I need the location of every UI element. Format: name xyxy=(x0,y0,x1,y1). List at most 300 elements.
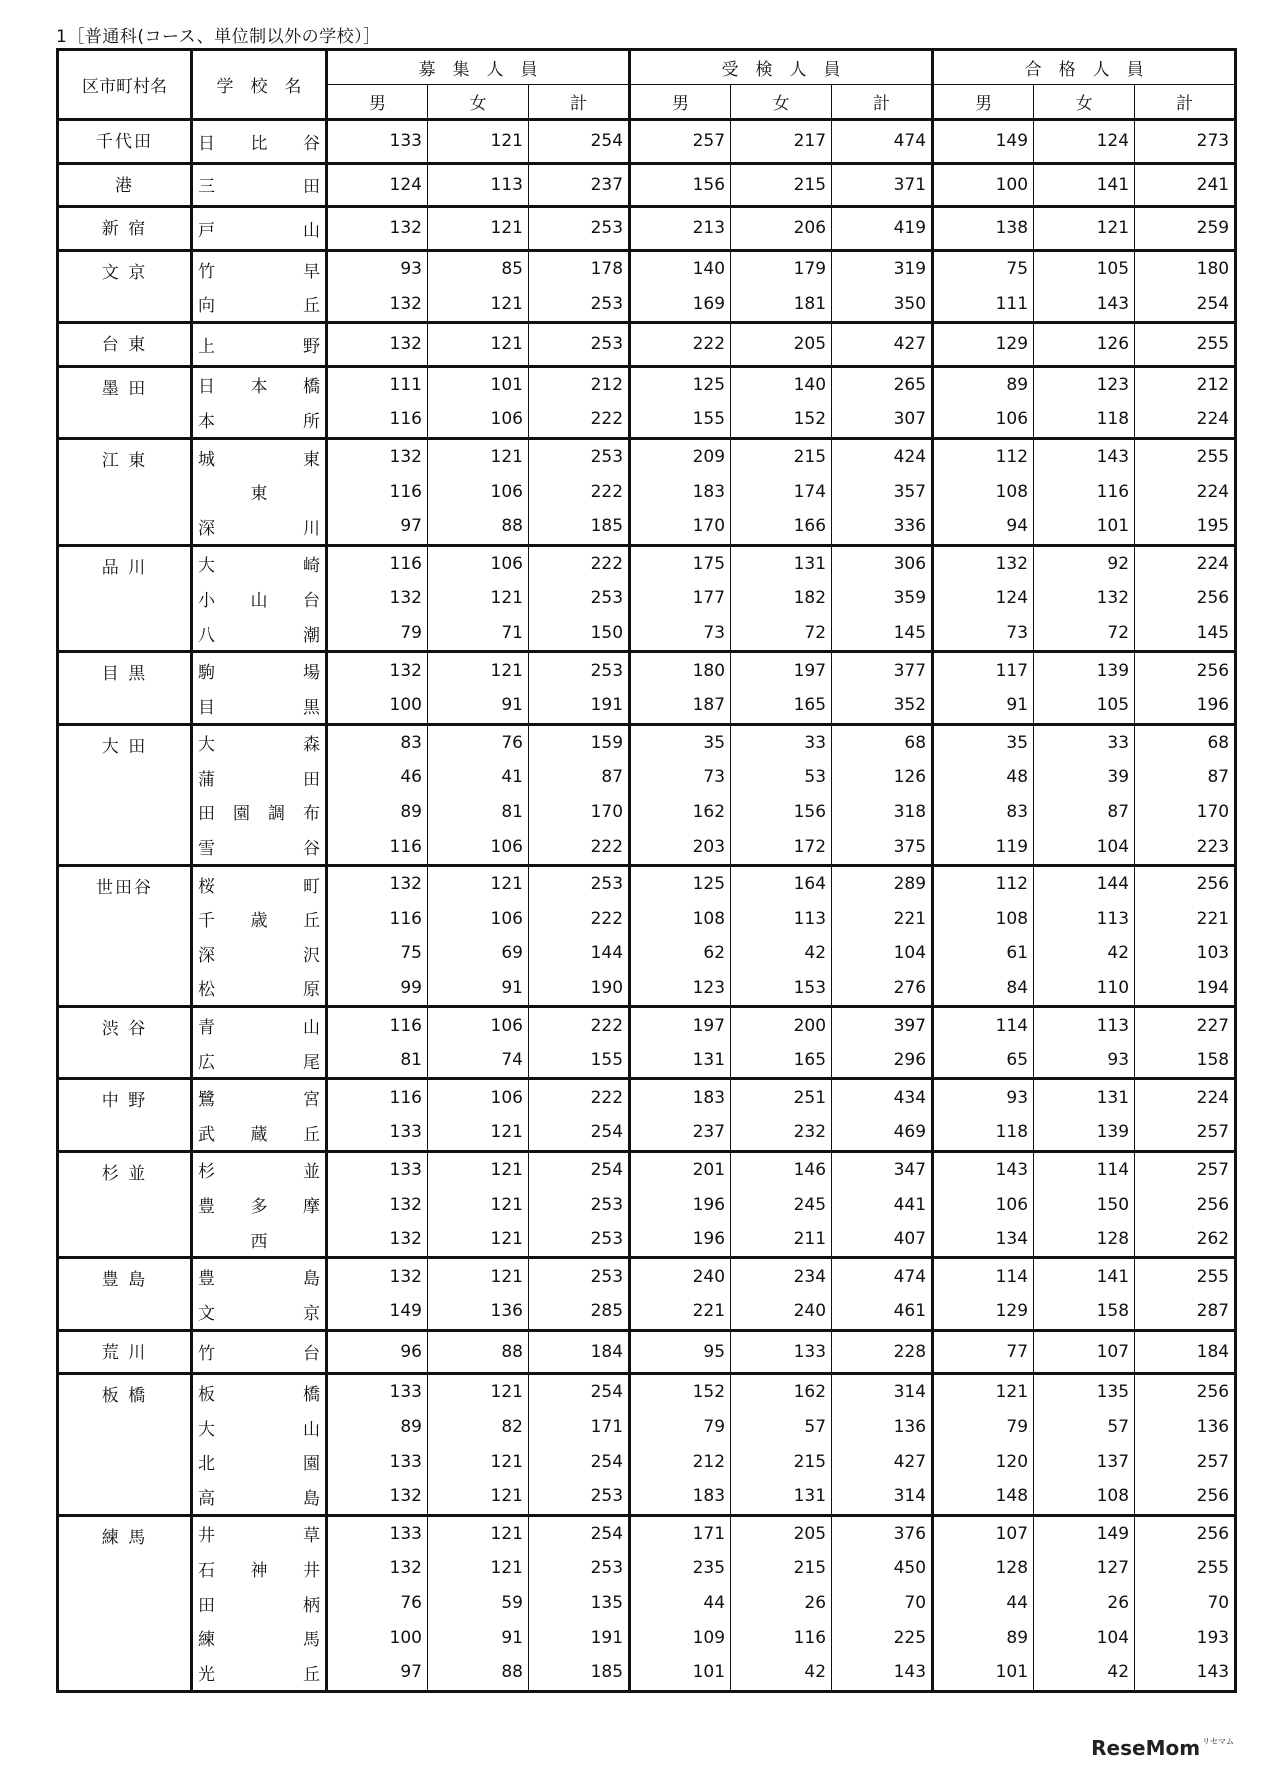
table-row xyxy=(58,1444,1236,1479)
exam-total-cell: 136 xyxy=(832,1410,933,1445)
recruit-total-cell: 170 xyxy=(529,795,630,830)
exam-total-cell: 375 xyxy=(832,829,933,865)
school-name: 本所 xyxy=(192,402,327,438)
recruit-total-cell: 222 xyxy=(529,901,630,936)
exam-male-cell: 212 xyxy=(630,1444,731,1479)
pass-male-cell: 75 xyxy=(933,250,1034,286)
ward-name: 文 京 xyxy=(58,250,192,322)
recruit-male-cell: 116 xyxy=(327,545,428,581)
exam-male-cell: 156 xyxy=(630,163,731,207)
exam-male-cell: 257 xyxy=(630,120,731,164)
ward-name: 渋 谷 xyxy=(58,1007,192,1079)
pass-female-cell: 150 xyxy=(1034,1187,1135,1222)
exam-female-cell: 131 xyxy=(731,545,832,581)
ward-name: 中 野 xyxy=(58,1079,192,1151)
exam-male-cell: 201 xyxy=(630,1151,731,1187)
exam-male-cell: 213 xyxy=(630,207,731,251)
exam-female-cell: 57 xyxy=(731,1410,832,1445)
pass-female-cell: 105 xyxy=(1034,688,1135,724)
table-row xyxy=(58,688,1236,724)
watermark-small: リセマム xyxy=(1202,1737,1234,1746)
exam-total-cell: 347 xyxy=(832,1151,933,1187)
recruit-female-cell: 71 xyxy=(428,616,529,652)
school-name: 三田 xyxy=(192,163,327,207)
ward-name: 豊 島 xyxy=(58,1258,192,1330)
recruit-male-cell: 100 xyxy=(327,1620,428,1655)
recruit-total-cell: 253 xyxy=(529,322,630,366)
header-examinees: 受 検 人 員 xyxy=(630,50,933,85)
pass-total-cell: 221 xyxy=(1135,901,1236,936)
pass-male-cell: 91 xyxy=(933,688,1034,724)
exam-total-cell: 289 xyxy=(832,865,933,901)
pass-female-cell: 127 xyxy=(1034,1551,1135,1586)
exam-total-cell: 419 xyxy=(832,207,933,251)
exam-female-cell: 251 xyxy=(731,1079,832,1115)
recruit-total-cell: 254 xyxy=(529,1115,630,1151)
school-name: 板橋 xyxy=(192,1374,327,1410)
school-name: 竹早 xyxy=(192,250,327,286)
recruit-total-cell: 253 xyxy=(529,1479,630,1515)
recruit-male-cell: 89 xyxy=(327,1410,428,1445)
exam-total-cell: 474 xyxy=(832,120,933,164)
table-row xyxy=(58,652,1236,688)
exam-male-cell: 125 xyxy=(630,366,731,402)
exam-female-cell: 182 xyxy=(731,581,832,616)
table-row xyxy=(58,1515,1236,1551)
exam-male-cell: 79 xyxy=(630,1410,731,1445)
watermark-brand: ReseMom xyxy=(1091,1736,1201,1760)
pass-female-cell: 57 xyxy=(1034,1410,1135,1445)
recruit-female-cell: 113 xyxy=(428,163,529,207)
pass-total-cell: 227 xyxy=(1135,1007,1236,1043)
recruit-female-cell: 106 xyxy=(428,402,529,438)
school-name: 高島 xyxy=(192,1479,327,1515)
pass-total-cell: 255 xyxy=(1135,322,1236,366)
exam-male-cell: 183 xyxy=(630,474,731,509)
resemom-logo xyxy=(1091,1736,1234,1760)
pass-female-cell: 135 xyxy=(1034,1374,1135,1410)
ward-name: 大 田 xyxy=(58,724,192,865)
ward-name: 板 橋 xyxy=(58,1374,192,1515)
exam-female-cell: 140 xyxy=(731,366,832,402)
table-row xyxy=(58,207,1236,251)
pass-female-cell: 143 xyxy=(1034,438,1135,474)
recruit-male-cell: 116 xyxy=(327,474,428,509)
exam-total-cell: 143 xyxy=(832,1655,933,1691)
pass-male-cell: 77 xyxy=(933,1330,1034,1374)
recruit-female-cell: 121 xyxy=(428,207,529,251)
recruit-male-cell: 133 xyxy=(327,1515,428,1551)
exam-total-cell: 265 xyxy=(832,366,933,402)
header-school: 学 校 名 xyxy=(192,50,327,120)
recruit-female-cell: 106 xyxy=(428,829,529,865)
school-name: 戸山 xyxy=(192,207,327,251)
header-exam-female: 女 xyxy=(731,85,832,120)
recruit-female-cell: 121 xyxy=(428,1258,529,1294)
recruit-male-cell: 75 xyxy=(327,936,428,971)
pass-total-cell: 287 xyxy=(1135,1294,1236,1330)
exam-total-cell: 424 xyxy=(832,438,933,474)
exam-male-cell: 196 xyxy=(630,1187,731,1222)
table-row xyxy=(58,1294,1236,1330)
recruit-total-cell: 171 xyxy=(529,1410,630,1445)
recruit-female-cell: 85 xyxy=(428,250,529,286)
exam-total-cell: 469 xyxy=(832,1115,933,1151)
pass-female-cell: 141 xyxy=(1034,1258,1135,1294)
table-row xyxy=(58,545,1236,581)
school-name: 深川 xyxy=(192,509,327,545)
pass-total-cell: 170 xyxy=(1135,795,1236,830)
table-row xyxy=(58,1222,1236,1258)
exam-male-cell: 123 xyxy=(630,971,731,1007)
recruit-total-cell: 253 xyxy=(529,1222,630,1258)
pass-male-cell: 128 xyxy=(933,1551,1034,1586)
table-body xyxy=(58,120,1236,1692)
recruit-female-cell: 121 xyxy=(428,865,529,901)
recruit-total-cell: 222 xyxy=(529,545,630,581)
recruit-total-cell: 254 xyxy=(529,1444,630,1479)
recruit-total-cell: 191 xyxy=(529,688,630,724)
table-row xyxy=(58,616,1236,652)
recruit-total-cell: 222 xyxy=(529,1007,630,1043)
exam-female-cell: 245 xyxy=(731,1187,832,1222)
recruit-male-cell: 116 xyxy=(327,1079,428,1115)
school-name: 田園調布 xyxy=(192,795,327,830)
exam-total-cell: 314 xyxy=(832,1479,933,1515)
recruit-female-cell: 121 xyxy=(428,652,529,688)
exam-total-cell: 407 xyxy=(832,1222,933,1258)
recruit-total-cell: 178 xyxy=(529,250,630,286)
pass-total-cell: 256 xyxy=(1135,1479,1236,1515)
table-row xyxy=(58,1586,1236,1621)
pass-female-cell: 72 xyxy=(1034,616,1135,652)
exam-total-cell: 319 xyxy=(832,250,933,286)
pass-male-cell: 106 xyxy=(933,1187,1034,1222)
pass-total-cell: 194 xyxy=(1135,971,1236,1007)
recruit-male-cell: 132 xyxy=(327,322,428,366)
pass-female-cell: 42 xyxy=(1034,936,1135,971)
recruit-female-cell: 106 xyxy=(428,474,529,509)
exam-total-cell: 307 xyxy=(832,402,933,438)
exam-total-cell: 434 xyxy=(832,1079,933,1115)
recruit-male-cell: 97 xyxy=(327,1655,428,1691)
exam-male-cell: 237 xyxy=(630,1115,731,1151)
recruit-male-cell: 96 xyxy=(327,1330,428,1374)
recruit-male-cell: 79 xyxy=(327,616,428,652)
pass-female-cell: 26 xyxy=(1034,1586,1135,1621)
pass-female-cell: 101 xyxy=(1034,509,1135,545)
ward-name: 港 xyxy=(58,163,192,207)
admissions-table xyxy=(56,48,1237,1693)
pass-female-cell: 123 xyxy=(1034,366,1135,402)
recruit-female-cell: 88 xyxy=(428,1330,529,1374)
table-row xyxy=(58,1374,1236,1410)
pass-total-cell: 158 xyxy=(1135,1043,1236,1079)
exam-male-cell: 109 xyxy=(630,1620,731,1655)
recruit-male-cell: 149 xyxy=(327,1294,428,1330)
recruit-female-cell: 88 xyxy=(428,509,529,545)
exam-male-cell: 140 xyxy=(630,250,731,286)
pass-female-cell: 124 xyxy=(1034,120,1135,164)
pass-male-cell: 111 xyxy=(933,286,1034,322)
pass-female-cell: 132 xyxy=(1034,581,1135,616)
recruit-male-cell: 116 xyxy=(327,402,428,438)
recruit-total-cell: 253 xyxy=(529,438,630,474)
exam-female-cell: 33 xyxy=(731,724,832,760)
recruit-male-cell: 133 xyxy=(327,1151,428,1187)
recruit-total-cell: 222 xyxy=(529,474,630,509)
pass-total-cell: 87 xyxy=(1135,760,1236,795)
recruit-total-cell: 184 xyxy=(529,1330,630,1374)
pass-male-cell: 143 xyxy=(933,1151,1034,1187)
exam-female-cell: 42 xyxy=(731,1655,832,1691)
pass-male-cell: 65 xyxy=(933,1043,1034,1079)
pass-total-cell: 254 xyxy=(1135,286,1236,322)
pass-female-cell: 105 xyxy=(1034,250,1135,286)
exam-female-cell: 166 xyxy=(731,509,832,545)
exam-female-cell: 165 xyxy=(731,688,832,724)
pass-total-cell: 256 xyxy=(1135,581,1236,616)
exam-total-cell: 461 xyxy=(832,1294,933,1330)
pass-male-cell: 114 xyxy=(933,1258,1034,1294)
pass-male-cell: 148 xyxy=(933,1479,1034,1515)
pass-female-cell: 113 xyxy=(1034,1007,1135,1043)
recruit-female-cell: 121 xyxy=(428,322,529,366)
exam-total-cell: 450 xyxy=(832,1551,933,1586)
pass-female-cell: 128 xyxy=(1034,1222,1135,1258)
school-name: 青山 xyxy=(192,1007,327,1043)
recruit-total-cell: 222 xyxy=(529,1079,630,1115)
school-name: 大森 xyxy=(192,724,327,760)
school-name: 蒲田 xyxy=(192,760,327,795)
exam-female-cell: 42 xyxy=(731,936,832,971)
recruit-total-cell: 190 xyxy=(529,971,630,1007)
exam-female-cell: 205 xyxy=(731,1515,832,1551)
table-row xyxy=(58,402,1236,438)
recruit-male-cell: 132 xyxy=(327,1187,428,1222)
pass-total-cell: 224 xyxy=(1135,1079,1236,1115)
pass-male-cell: 83 xyxy=(933,795,1034,830)
exam-female-cell: 113 xyxy=(731,901,832,936)
pass-male-cell: 106 xyxy=(933,402,1034,438)
recruit-male-cell: 116 xyxy=(327,1007,428,1043)
exam-female-cell: 146 xyxy=(731,1151,832,1187)
recruit-total-cell: 155 xyxy=(529,1043,630,1079)
exam-female-cell: 205 xyxy=(731,322,832,366)
exam-total-cell: 68 xyxy=(832,724,933,760)
exam-total-cell: 104 xyxy=(832,936,933,971)
exam-male-cell: 183 xyxy=(630,1079,731,1115)
table-row xyxy=(58,795,1236,830)
recruit-male-cell: 83 xyxy=(327,724,428,760)
recruit-male-cell: 81 xyxy=(327,1043,428,1079)
exam-total-cell: 336 xyxy=(832,509,933,545)
exam-male-cell: 73 xyxy=(630,760,731,795)
pass-female-cell: 87 xyxy=(1034,795,1135,830)
pass-male-cell: 73 xyxy=(933,616,1034,652)
pass-total-cell: 241 xyxy=(1135,163,1236,207)
school-name: 駒場 xyxy=(192,652,327,688)
pass-total-cell: 256 xyxy=(1135,1515,1236,1551)
pass-female-cell: 149 xyxy=(1034,1515,1135,1551)
exam-female-cell: 133 xyxy=(731,1330,832,1374)
exam-total-cell: 377 xyxy=(832,652,933,688)
pass-female-cell: 144 xyxy=(1034,865,1135,901)
recruit-male-cell: 133 xyxy=(327,1115,428,1151)
exam-total-cell: 221 xyxy=(832,901,933,936)
pass-total-cell: 145 xyxy=(1135,616,1236,652)
pass-female-cell: 158 xyxy=(1034,1294,1135,1330)
recruit-total-cell: 253 xyxy=(529,581,630,616)
recruit-female-cell: 121 xyxy=(428,1151,529,1187)
exam-male-cell: 152 xyxy=(630,1374,731,1410)
exam-total-cell: 427 xyxy=(832,322,933,366)
pass-total-cell: 257 xyxy=(1135,1115,1236,1151)
exam-total-cell: 474 xyxy=(832,1258,933,1294)
school-name: 文京 xyxy=(192,1294,327,1330)
recruit-male-cell: 46 xyxy=(327,760,428,795)
pass-total-cell: 273 xyxy=(1135,120,1236,164)
exam-female-cell: 26 xyxy=(731,1586,832,1621)
exam-total-cell: 318 xyxy=(832,795,933,830)
recruit-male-cell: 133 xyxy=(327,1444,428,1479)
table-row xyxy=(58,1551,1236,1586)
recruit-male-cell: 132 xyxy=(327,286,428,322)
pass-male-cell: 112 xyxy=(933,438,1034,474)
pass-male-cell: 93 xyxy=(933,1079,1034,1115)
recruit-total-cell: 253 xyxy=(529,1187,630,1222)
recruit-female-cell: 121 xyxy=(428,1374,529,1410)
recruit-female-cell: 136 xyxy=(428,1294,529,1330)
recruit-male-cell: 124 xyxy=(327,163,428,207)
pass-total-cell: 196 xyxy=(1135,688,1236,724)
pass-female-cell: 116 xyxy=(1034,474,1135,509)
table-row xyxy=(58,1258,1236,1294)
recruit-female-cell: 121 xyxy=(428,1551,529,1586)
exam-male-cell: 221 xyxy=(630,1294,731,1330)
exam-total-cell: 350 xyxy=(832,286,933,322)
ward-name: 新 宿 xyxy=(58,207,192,251)
pass-male-cell: 114 xyxy=(933,1007,1034,1043)
exam-total-cell: 359 xyxy=(832,581,933,616)
school-name: 西 xyxy=(192,1222,327,1258)
exam-female-cell: 234 xyxy=(731,1258,832,1294)
pass-male-cell: 124 xyxy=(933,581,1034,616)
pass-male-cell: 149 xyxy=(933,120,1034,164)
recruit-male-cell: 93 xyxy=(327,250,428,286)
pass-male-cell: 89 xyxy=(933,366,1034,402)
header-recruit-female: 女 xyxy=(428,85,529,120)
recruit-total-cell: 254 xyxy=(529,1151,630,1187)
recruit-female-cell: 41 xyxy=(428,760,529,795)
pass-total-cell: 257 xyxy=(1135,1151,1236,1187)
pass-female-cell: 104 xyxy=(1034,829,1135,865)
ward-name: 目 黒 xyxy=(58,652,192,724)
header-passed: 合 格 人 員 xyxy=(933,50,1236,85)
exam-male-cell: 240 xyxy=(630,1258,731,1294)
header-pass-total: 計 xyxy=(1135,85,1236,120)
school-name: 大崎 xyxy=(192,545,327,581)
recruit-male-cell: 89 xyxy=(327,795,428,830)
exam-female-cell: 179 xyxy=(731,250,832,286)
pass-female-cell: 131 xyxy=(1034,1079,1135,1115)
exam-female-cell: 172 xyxy=(731,829,832,865)
table-row xyxy=(58,120,1236,164)
recruit-female-cell: 74 xyxy=(428,1043,529,1079)
recruit-total-cell: 254 xyxy=(529,120,630,164)
pass-male-cell: 134 xyxy=(933,1222,1034,1258)
table-row xyxy=(58,509,1236,545)
school-name: 豊島 xyxy=(192,1258,327,1294)
recruit-total-cell: 212 xyxy=(529,366,630,402)
exam-male-cell: 235 xyxy=(630,1551,731,1586)
pass-female-cell: 137 xyxy=(1034,1444,1135,1479)
pass-male-cell: 121 xyxy=(933,1374,1034,1410)
ward-name: 杉 並 xyxy=(58,1151,192,1258)
table-row xyxy=(58,581,1236,616)
pass-total-cell: 103 xyxy=(1135,936,1236,971)
recruit-male-cell: 132 xyxy=(327,1479,428,1515)
recruit-female-cell: 76 xyxy=(428,724,529,760)
exam-total-cell: 145 xyxy=(832,616,933,652)
recruit-female-cell: 121 xyxy=(428,438,529,474)
exam-total-cell: 376 xyxy=(832,1515,933,1551)
recruit-female-cell: 121 xyxy=(428,1115,529,1151)
recruit-female-cell: 121 xyxy=(428,1187,529,1222)
exam-female-cell: 165 xyxy=(731,1043,832,1079)
pass-male-cell: 35 xyxy=(933,724,1034,760)
table-row xyxy=(58,1330,1236,1374)
pass-male-cell: 129 xyxy=(933,322,1034,366)
recruit-male-cell: 99 xyxy=(327,971,428,1007)
recruit-male-cell: 111 xyxy=(327,366,428,402)
pass-total-cell: 212 xyxy=(1135,366,1236,402)
table-row xyxy=(58,1151,1236,1187)
school-name: 北園 xyxy=(192,1444,327,1479)
pass-total-cell: 256 xyxy=(1135,652,1236,688)
table-row xyxy=(58,1007,1236,1043)
recruit-female-cell: 121 xyxy=(428,286,529,322)
pass-total-cell: 180 xyxy=(1135,250,1236,286)
exam-total-cell: 441 xyxy=(832,1187,933,1222)
exam-female-cell: 215 xyxy=(731,438,832,474)
exam-male-cell: 177 xyxy=(630,581,731,616)
pass-male-cell: 79 xyxy=(933,1410,1034,1445)
pass-total-cell: 68 xyxy=(1135,724,1236,760)
recruit-total-cell: 222 xyxy=(529,829,630,865)
table-row xyxy=(58,1620,1236,1655)
recruit-total-cell: 253 xyxy=(529,207,630,251)
school-name: 練馬 xyxy=(192,1620,327,1655)
recruit-female-cell: 91 xyxy=(428,688,529,724)
exam-total-cell: 352 xyxy=(832,688,933,724)
exam-female-cell: 174 xyxy=(731,474,832,509)
pass-total-cell: 224 xyxy=(1135,402,1236,438)
ward-name: 江 東 xyxy=(58,438,192,545)
exam-total-cell: 397 xyxy=(832,1007,933,1043)
pass-male-cell: 120 xyxy=(933,1444,1034,1479)
table-row xyxy=(58,286,1236,322)
exam-male-cell: 222 xyxy=(630,322,731,366)
exam-female-cell: 215 xyxy=(731,1444,832,1479)
header-exam-total: 計 xyxy=(832,85,933,120)
recruit-total-cell: 285 xyxy=(529,1294,630,1330)
table-row xyxy=(58,1410,1236,1445)
pass-male-cell: 108 xyxy=(933,901,1034,936)
table-row xyxy=(58,865,1236,901)
recruit-total-cell: 222 xyxy=(529,402,630,438)
pass-total-cell: 224 xyxy=(1135,545,1236,581)
